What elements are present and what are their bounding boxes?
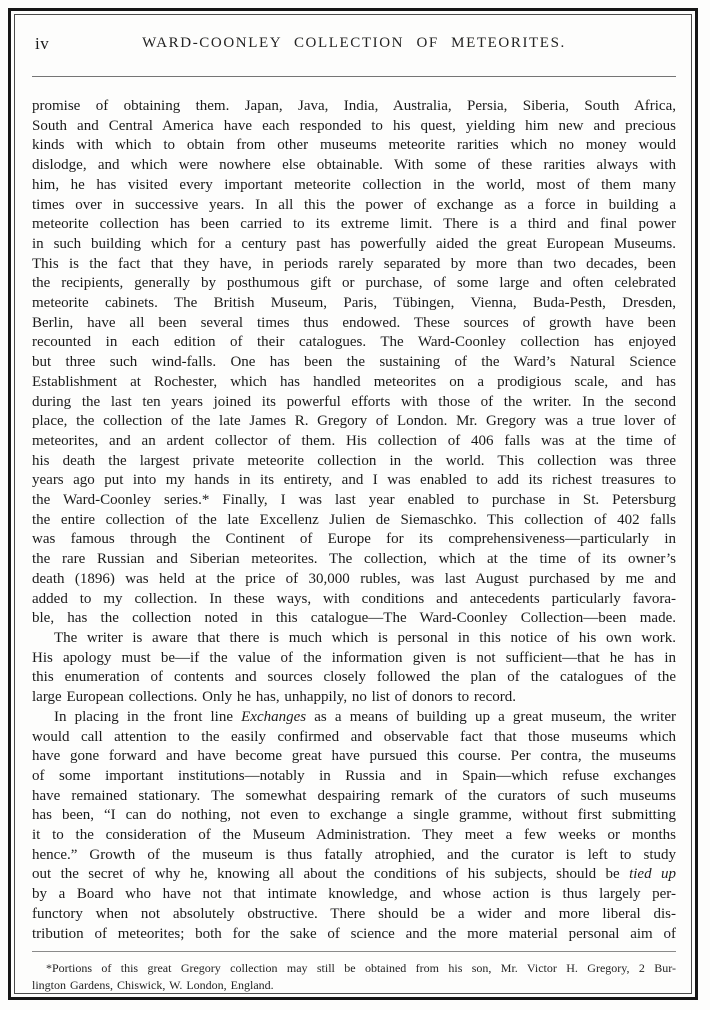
text-segment: kinds with which to obtain from other museums meteorite rarities which no money would [32,137,676,154]
text-line [32,333,676,353]
text-line [32,649,676,669]
paragraph [32,97,676,629]
text-segment: was famous through the Continent of Europe for its comprehensiveness—particularly in [32,531,676,548]
text-line [32,471,676,491]
text-segment: meteorites, and an ardent collector of them. His collection of 406 falls was at the time of [32,432,676,449]
text-segment: the recipients, generally by posthumous gift or purchase, of some large and often celebrated [32,275,676,292]
text-segment: In placing in the front line [54,708,242,725]
text-line [32,274,676,294]
text-segment: by a Board who have not that intimate knowledge, and whose action is thus largely per- [32,886,676,903]
text-line [32,668,676,688]
text-segment: times over in successive years. In all this the power of exchange as a force in building a [32,196,676,213]
text-line [32,136,676,156]
text-line [32,728,676,748]
body-text [32,97,676,944]
text-segment: large European collections. Only he has, unhappily, no list of donors to record. [32,689,516,706]
text-segment: during the last ten years joined its powerful efforts with those of the writer. In the second [32,393,676,410]
footnote [32,960,676,994]
text-line [32,452,676,472]
page-content [15,15,691,993]
text-segment: but three such wind-falls. One has been the sustaining of the Ward’s Natural Science [32,354,676,371]
text-segment: have gone forward and have become great have pursued this course. Per contra, the museums [32,748,676,765]
text-segment: him, he has visited every important meteorite collection in the world, most of them many [32,176,676,193]
text-line [32,550,676,570]
footnote-rule [32,951,676,952]
text-segment: meteorite cabinets. The British Museum, Paris, Tübingen, Vienna, Buda-Pesth, Dresden, [32,295,676,312]
text-line [32,176,676,196]
text-segment: death (1896) was held at the price of 30,000 rubles, was last August purchased by me and [32,570,676,587]
text-segment: tribution of meteorites; both for the sake of science and the more material personal aim of [32,925,676,942]
text-line [32,826,676,846]
page-inner-border [14,14,692,994]
text-segment: Berlin, have all been several times thus endowed. These sources of growth have been [32,314,676,331]
text-line [32,294,676,314]
text-line [32,373,676,393]
text-segment: functory when not absolutely obstructive. There should be a wider and more liberal dis- [32,905,676,922]
text-line [32,353,676,373]
text-segment: added to my collection. In these ways, with conditions and antecedents particularly favora- [32,590,676,607]
running-header [32,26,676,60]
text-line [32,806,676,826]
italic-text: tied up [629,866,676,883]
text-segment: Establishment at Rochester, which has handled meteorites on a prodigious scale, and has [32,373,676,390]
text-line [32,117,676,137]
text-segment: The writer is aware that there is much which is personal in this notice of his own work. [54,629,676,646]
text-line [32,767,676,787]
text-line [32,314,676,334]
text-segment: hence.” Growth of the museum is thus fatally atrophied, and the curator is left to study [32,846,676,863]
text-segment: the Ward-Coonley series.* Finally, I was last year enabled to purchase in St. Petersburg [32,492,676,509]
text-segment: promise of obtaining them. Japan, Java, India, Australia, Persia, Siberia, South Africa, [32,98,676,114]
text-segment: lington Gardens, Chiswick, W. London, England. [32,978,274,993]
text-line [32,609,676,629]
text-line [32,393,676,413]
page-title: WARD-COONLEY COLLECTION OF METEORITES. [142,35,566,51]
text-line [32,196,676,216]
paragraph [32,960,676,994]
text-segment: out the secret of why he, knowing all about the conditions of his subjects, should be [32,866,630,883]
text-segment: dislodge, and which were nowhere else obtainable. With some of these rarities always with [32,157,676,174]
text-segment: this enumeration of contents and sources closely followed the plan of the catalogues of the [32,669,676,686]
text-segment: would call attention to the easily confirmed and observable fact that those museums which [32,728,676,745]
text-line [32,865,676,885]
text-line [32,511,676,531]
paragraph [32,629,676,708]
text-segment: his death the largest private meteorite collection in the world. This collection was three [32,452,676,469]
text-segment: *Portions of this great Gregory collection may still be obtained from his son, Mr. Victor H. Gregory, 2 Bur- [46,961,676,976]
text-segment: it to the consideration of the Museum Administration. They meet a few weeks or months [32,827,676,844]
paragraph [32,708,676,944]
text-segment: place, the collection of the late James R. Gregory of London. Mr. Gregory was a true lover of [32,413,676,430]
text-segment: as a means of building up a great museum, the writer [306,708,676,725]
text-segment: the entire collection of the late Excellenz Julien de Siemaschko. This collection of 402 falls [32,511,676,528]
text-segment: years ago put into my hands in its entirety, and I was enabled to add its richest treasures to [32,472,676,489]
footnote-line [32,977,676,994]
text-line [32,846,676,866]
text-line [32,787,676,807]
text-line [32,570,676,590]
text-line [32,590,676,610]
text-segment: the rare Russian and Siberian meteorites. The collection, which at the time of its owner’s [32,551,676,568]
text-line [32,235,676,255]
text-segment: ble, has the collection noted in this catalogue—The Ward-Coonley Collection—been made. [32,610,676,627]
text-line [32,97,676,117]
page-outer-border [8,8,698,1000]
text-line [32,708,676,728]
text-line [32,530,676,550]
text-line [32,156,676,176]
text-line [32,215,676,235]
footnote-line [32,960,676,977]
text-segment: His apology must be—if the value of the information given is not sufficient—that he has in [32,649,676,666]
text-line [32,688,676,708]
text-segment: of some important institutions—notably in Russia and in Spain—which refuse exchanges [32,767,676,784]
text-segment: has been, “I can do nothing, not even to exchange a single gramme, without first submitting [32,807,676,824]
text-segment: in such building which for a century past has powerfully aided the great European Museums. [32,235,676,252]
text-segment: have remained stationary. The somewhat despairing remark of the curators of such museums [32,787,676,804]
text-line [32,255,676,275]
text-line [32,747,676,767]
text-segment: South and Central America have each responded to his quest, yielding him new and precious [32,117,676,134]
text-line [32,905,676,925]
text-segment: meteorite collection has been carried to its extreme limit. There is a third and final power [32,216,676,233]
text-line [32,432,676,452]
italic-text: Exchanges [241,708,307,725]
text-line [32,925,676,945]
text-segment: recounted in each edition of their catalogues. The Ward-Coonley collection has enjoyed [32,334,676,351]
text-line [32,412,676,432]
text-segment: This is the fact that they have, in periods rarely separated by more than two decades, been [32,255,676,272]
text-line [32,629,676,649]
text-line [32,491,676,511]
page-number: iv [35,34,50,53]
text-line [32,885,676,905]
header-rule [32,76,676,77]
